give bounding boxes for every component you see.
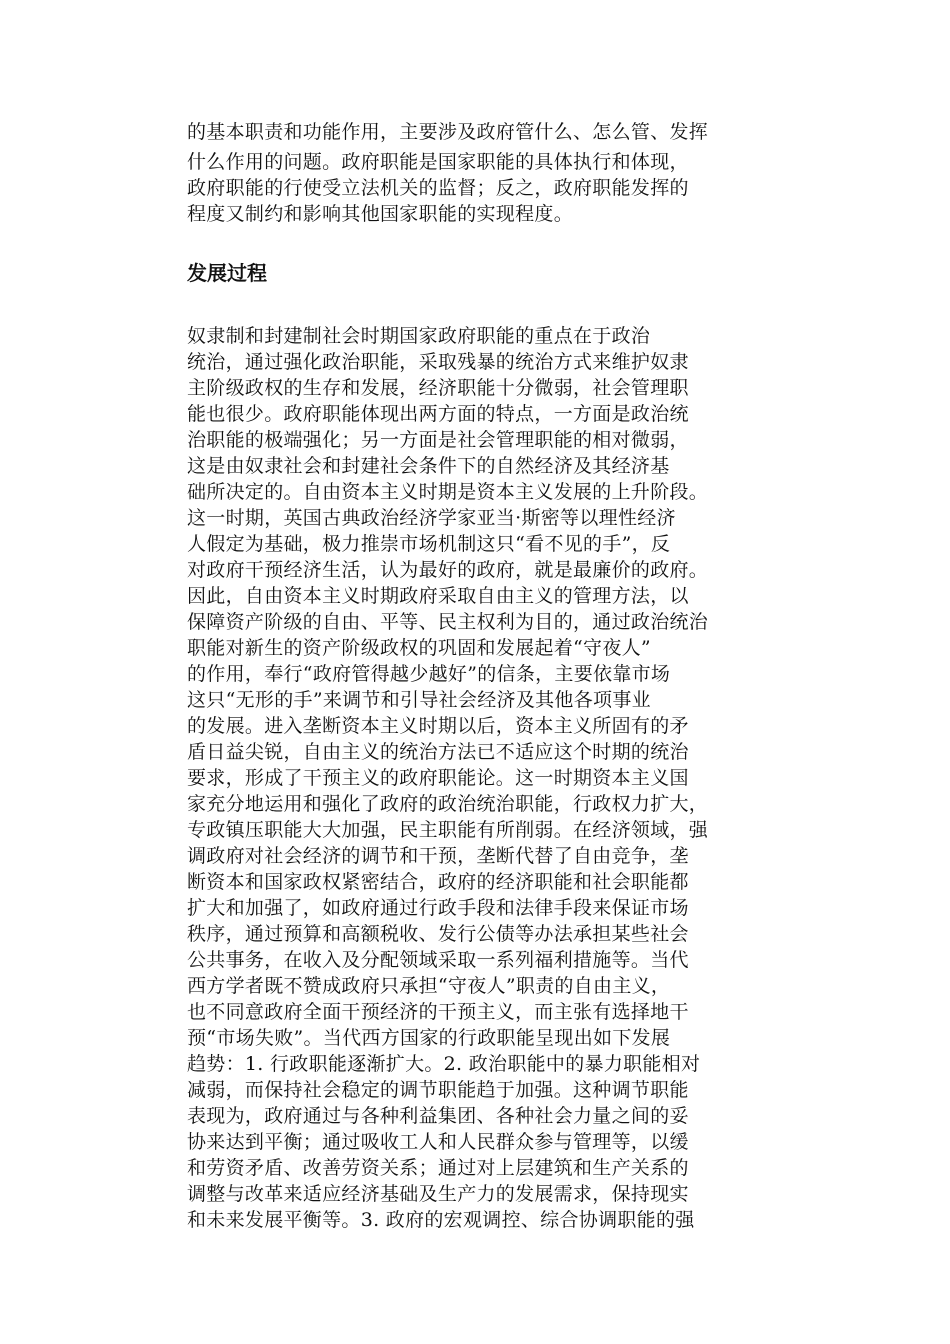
text-line: 政府职能的行使受立法机关的监督；反之，政府职能发挥的 (187, 177, 689, 199)
text-line: 统治，通过强化政治职能，采取残暴的统治方式来维护奴隶 (187, 351, 689, 373)
text-line: 什么作用的问题。政府职能是国家职能的具体执行和体现， (187, 151, 689, 173)
text-line: 预“市场失败”。当代西方国家的行政职能呈现出如下发展 (187, 1027, 671, 1049)
text-line: 主阶级政权的生存和发展，经济职能十分微弱，社会管理职 (187, 377, 689, 399)
text-line: 础所决定的。自由资本主义时期是资本主义发展的上升阶段。 (187, 481, 709, 503)
text-line: 秩序，通过预算和高额税收、发行公债等办法承担某些社会 (187, 923, 689, 945)
text-line: 和劳资矛盾、改善劳资关系；通过对上层建筑和生产关系的 (187, 1157, 689, 1179)
text-line: 这一时期，英国古典政治经济学家亚当·斯密等以理性经济 (187, 507, 676, 529)
text-line: 这只“无形的手”来调节和引导社会经济及其他各项事业 (187, 689, 651, 711)
text-line: 保障资产阶级的自由、平等、民主权利为目的，通过政治统治 (187, 611, 709, 633)
text-line: 家充分地运用和强化了政府的政治统治职能，行政权力扩大， (187, 793, 709, 815)
text-line: 扩大和加强了，如政府通过行政手段和法律手段来保证市场 (187, 897, 689, 919)
text-line: 协来达到平衡；通过吸收工人和人民群众参与管理等，以缓 (187, 1131, 689, 1153)
text-line: 减弱，而保持社会稳定的调节职能趋于加强。这种调节职能 (187, 1079, 689, 1101)
text-line: 要求，形成了干预主义的政府职能论。这一时期资本主义国 (187, 767, 689, 789)
text-line: 人假定为基础，极力推崇市场机制这只“看不见的手”，反 (187, 533, 671, 555)
text-line: 调政府对社会经济的调节和干预，垄断代替了自由竞争，垄 (187, 845, 689, 867)
text-line: 的发展。进入垄断资本主义时期以后，资本主义所固有的矛 (187, 715, 689, 737)
text-line: 专政镇压职能大大加强，民主职能有所削弱。在经济领域，强 (187, 819, 709, 841)
text-line: 对政府干预经济生活，认为最好的政府，就是最廉价的政府。 (187, 559, 709, 581)
text-line: 也不同意政府全面干预经济的干预主义，而主张有选择地干 (187, 1001, 689, 1023)
text-line: 公共事务，在收入及分配领域采取一系列福利措施等。当代 (187, 949, 689, 971)
text-line: 职能对新生的资产阶级政权的巩固和发展起着“守夜人” (187, 637, 651, 659)
text-line: 奴隶制和封建制社会时期国家政府职能的重点在于政治 (187, 325, 651, 347)
text-line: 调整与改革来适应经济基础及生产力的发展需求，保持现实 (187, 1183, 689, 1205)
text-line: 趋势：1. 行政职能逐渐扩大。2. 政治职能中的暴力职能相对 (187, 1053, 701, 1075)
text-line: 这是由奴隶社会和封建社会条件下的自然经济及其经济基 (187, 455, 670, 477)
text-line: 断资本和国家政权紧密结合，政府的经济职能和社会职能都 (187, 871, 689, 893)
text-line: 的基本职责和功能作用，主要涉及政府管什么、怎么管、发挥 (187, 121, 709, 143)
text-line: 表现为，政府通过与各种利益集团、各种社会力量之间的妥 (187, 1105, 689, 1127)
text-line: 的作用，奉行“政府管得越少越好”的信条，主要依靠市场 (187, 663, 671, 685)
text-line: 盾日益尖锐，自由主义的统治方法已不适应这个时期的统治 (187, 741, 689, 763)
text-line: 能也很少。政府职能体现出两方面的特点，一方面是政治统 (187, 403, 689, 425)
text-line: 程度又制约和影响其他国家职能的实现程度。 (187, 203, 574, 225)
text-line: 因此，自由资本主义时期政府采取自由主义的管理方法，以 (187, 585, 689, 607)
text-line: 和未来发展平衡等。3. 政府的宏观调控、综合协调职能的强 (187, 1209, 695, 1231)
text-line: 西方学者既不赞成政府只承担“守夜人”职责的自由主义， (187, 975, 671, 997)
section-heading: 发展过程 (187, 261, 267, 285)
text-line: 治职能的极端强化；另一方面是社会管理职能的相对微弱， (187, 429, 689, 451)
